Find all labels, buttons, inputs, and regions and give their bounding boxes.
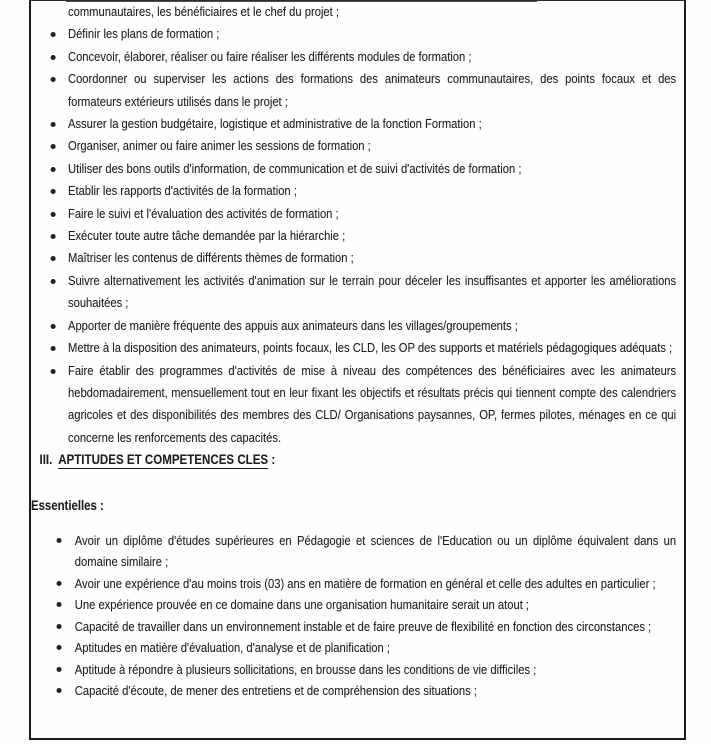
bullet-icon xyxy=(57,602,62,607)
bullet-icon xyxy=(51,279,56,284)
bullet-icon xyxy=(51,77,56,82)
bullet-icon xyxy=(57,667,62,672)
bullet-item-text: Aptitudes en matière d'évaluation, d'analyse et de planification ; xyxy=(74,640,391,656)
bullet-item xyxy=(31,113,679,135)
bullet-item-text: Apporter de manière fréquente des appuis aux animateurs dans les villages/groupements ; xyxy=(67,317,518,333)
bullet-item xyxy=(31,46,679,68)
bullet-icon xyxy=(57,538,62,543)
bullet-item xyxy=(31,680,679,702)
bullet-icon xyxy=(51,324,56,329)
bullet-item-text: Assurer la gestion budgétaire, logistique et administrative de la fonction Formation ; xyxy=(67,116,482,132)
bullet-icon xyxy=(51,234,56,239)
bullet-item-text: Capacité d'écoute, de mener des entretiens et de compréhension des situations ; xyxy=(74,683,477,699)
bullet-item-text: Une expérience prouvée en ce domaine dans une organisation humanitaire serait un atout ; xyxy=(74,597,530,613)
bullet-icon xyxy=(51,369,56,374)
bullet-item-text: Utiliser des bons outils d'information, de communication et de suivi d'activités de formation ; xyxy=(67,160,522,176)
section-colon: : xyxy=(268,452,276,468)
bullet-item-text: Maîtriser les contenus de différents thèmes de formation ; xyxy=(67,250,354,266)
bullet-item xyxy=(31,23,679,45)
bullet-icon xyxy=(51,256,56,261)
bullet-icon xyxy=(51,189,56,194)
bullet-item xyxy=(31,659,679,681)
bullet-item xyxy=(31,530,679,573)
bullet-item-text: Coordonner ou superviser les actions des formations des animateurs communautaires, des points focaux et des formateurs extérieurs utilisés dans le projet ; xyxy=(67,71,677,109)
bullet-item xyxy=(31,573,679,595)
bullet-item xyxy=(31,360,679,450)
bullet-item-text: Faire le suivi et l'évaluation des activités de formation ; xyxy=(67,205,339,221)
bullet-icon xyxy=(51,144,56,149)
responsibilities-bullet-list xyxy=(31,23,679,449)
continuation-line: communautaires, les bénéficiaires et le chef du projet ; xyxy=(67,4,340,19)
section-title: APTITUDES ET COMPETENCES CLES xyxy=(58,452,269,468)
bullet-item-text: Mettre à la disposition des animateurs, points focaux, les CLD, les OP des supports et matériels pédagogiques adéquats ; xyxy=(67,340,673,356)
bullet-item-text: Faire établir des programmes d'activités de mise à niveau des compétences des bénéficiaires avec les animateurs hebdomadairement, mensuellement tout en leur fixant les objectifs et résultats précis qui tiennent compte des calendriers agricoles et des disponibilités des membres des CLD/ Organisations paysannes, OP, fermes pilotes, ménages en ce qui concerne les renforcements des capacités. xyxy=(67,362,677,445)
bullet-icon xyxy=(57,688,62,693)
bullet-item-text: Exécuter toute autre tâche demandée par la hiérarchie ; xyxy=(67,228,346,244)
bullet-item-text: Etablir les rapports d'activités de la formation ; xyxy=(67,183,297,199)
bullet-icon xyxy=(57,624,62,629)
bullet-item xyxy=(31,270,679,315)
bullet-item xyxy=(31,203,679,225)
bullet-item xyxy=(31,158,679,180)
bullet-item xyxy=(31,616,679,638)
section-heading-aptitudes xyxy=(31,449,679,471)
bullet-item xyxy=(31,68,679,113)
bullet-item xyxy=(31,180,679,202)
bullet-item-text: Avoir un diplôme d'études supérieures en Pédagogie et sciences de l'Education ou un diplôme équivalent dans un domaine similaire ; xyxy=(74,532,677,570)
bullet-item xyxy=(31,594,679,616)
bullet-icon xyxy=(51,346,56,351)
bullet-item xyxy=(31,135,679,157)
bullet-icon xyxy=(51,167,56,172)
bullet-icon xyxy=(51,122,56,127)
bullet-item-text: Définir les plans de formation ; xyxy=(67,26,220,42)
bullet-icon xyxy=(57,645,62,650)
bullet-item-text: Concevoir, élaborer, réaliser ou faire réaliser les différents modules de formation ; xyxy=(67,48,472,64)
bullet-item xyxy=(31,225,679,247)
bullet-icon xyxy=(51,212,56,217)
bullet-item-text: Aptitude à répondre à plusieurs sollicitations, en brousse dans les conditions de vie difficiles ; xyxy=(74,661,537,677)
bullet-icon xyxy=(57,581,62,586)
document-content xyxy=(31,1,679,702)
bullet-item xyxy=(31,247,679,269)
section-numeral: III. xyxy=(39,452,53,468)
bullet-icon xyxy=(51,55,56,60)
bullet-item-text: Capacité de travailler dans un environnement instable et de faire preuve de flexibilité en fonction des circonstances ; xyxy=(74,618,652,634)
bullet-item-text: Suivre alternativement les activités d'animation sur le terrain pour déceler les insuffisantes et apporter les améliorations souhaitées ; xyxy=(67,272,677,311)
bullet-item xyxy=(31,637,679,659)
subheading-essentielles: Essentielles : xyxy=(31,497,104,513)
competencies-bullet-list xyxy=(31,530,679,702)
bullet-icon xyxy=(51,32,56,37)
bullet-item-text: Avoir une expérience d'au moins trois (03) ans en matière de formation en général et celle des adultes en particulier ; xyxy=(74,575,656,591)
bullet-item-text: Organiser, animer ou faire animer les sessions de formation ; xyxy=(67,138,371,154)
bullet-item xyxy=(31,315,679,337)
bullet-item xyxy=(31,337,679,359)
